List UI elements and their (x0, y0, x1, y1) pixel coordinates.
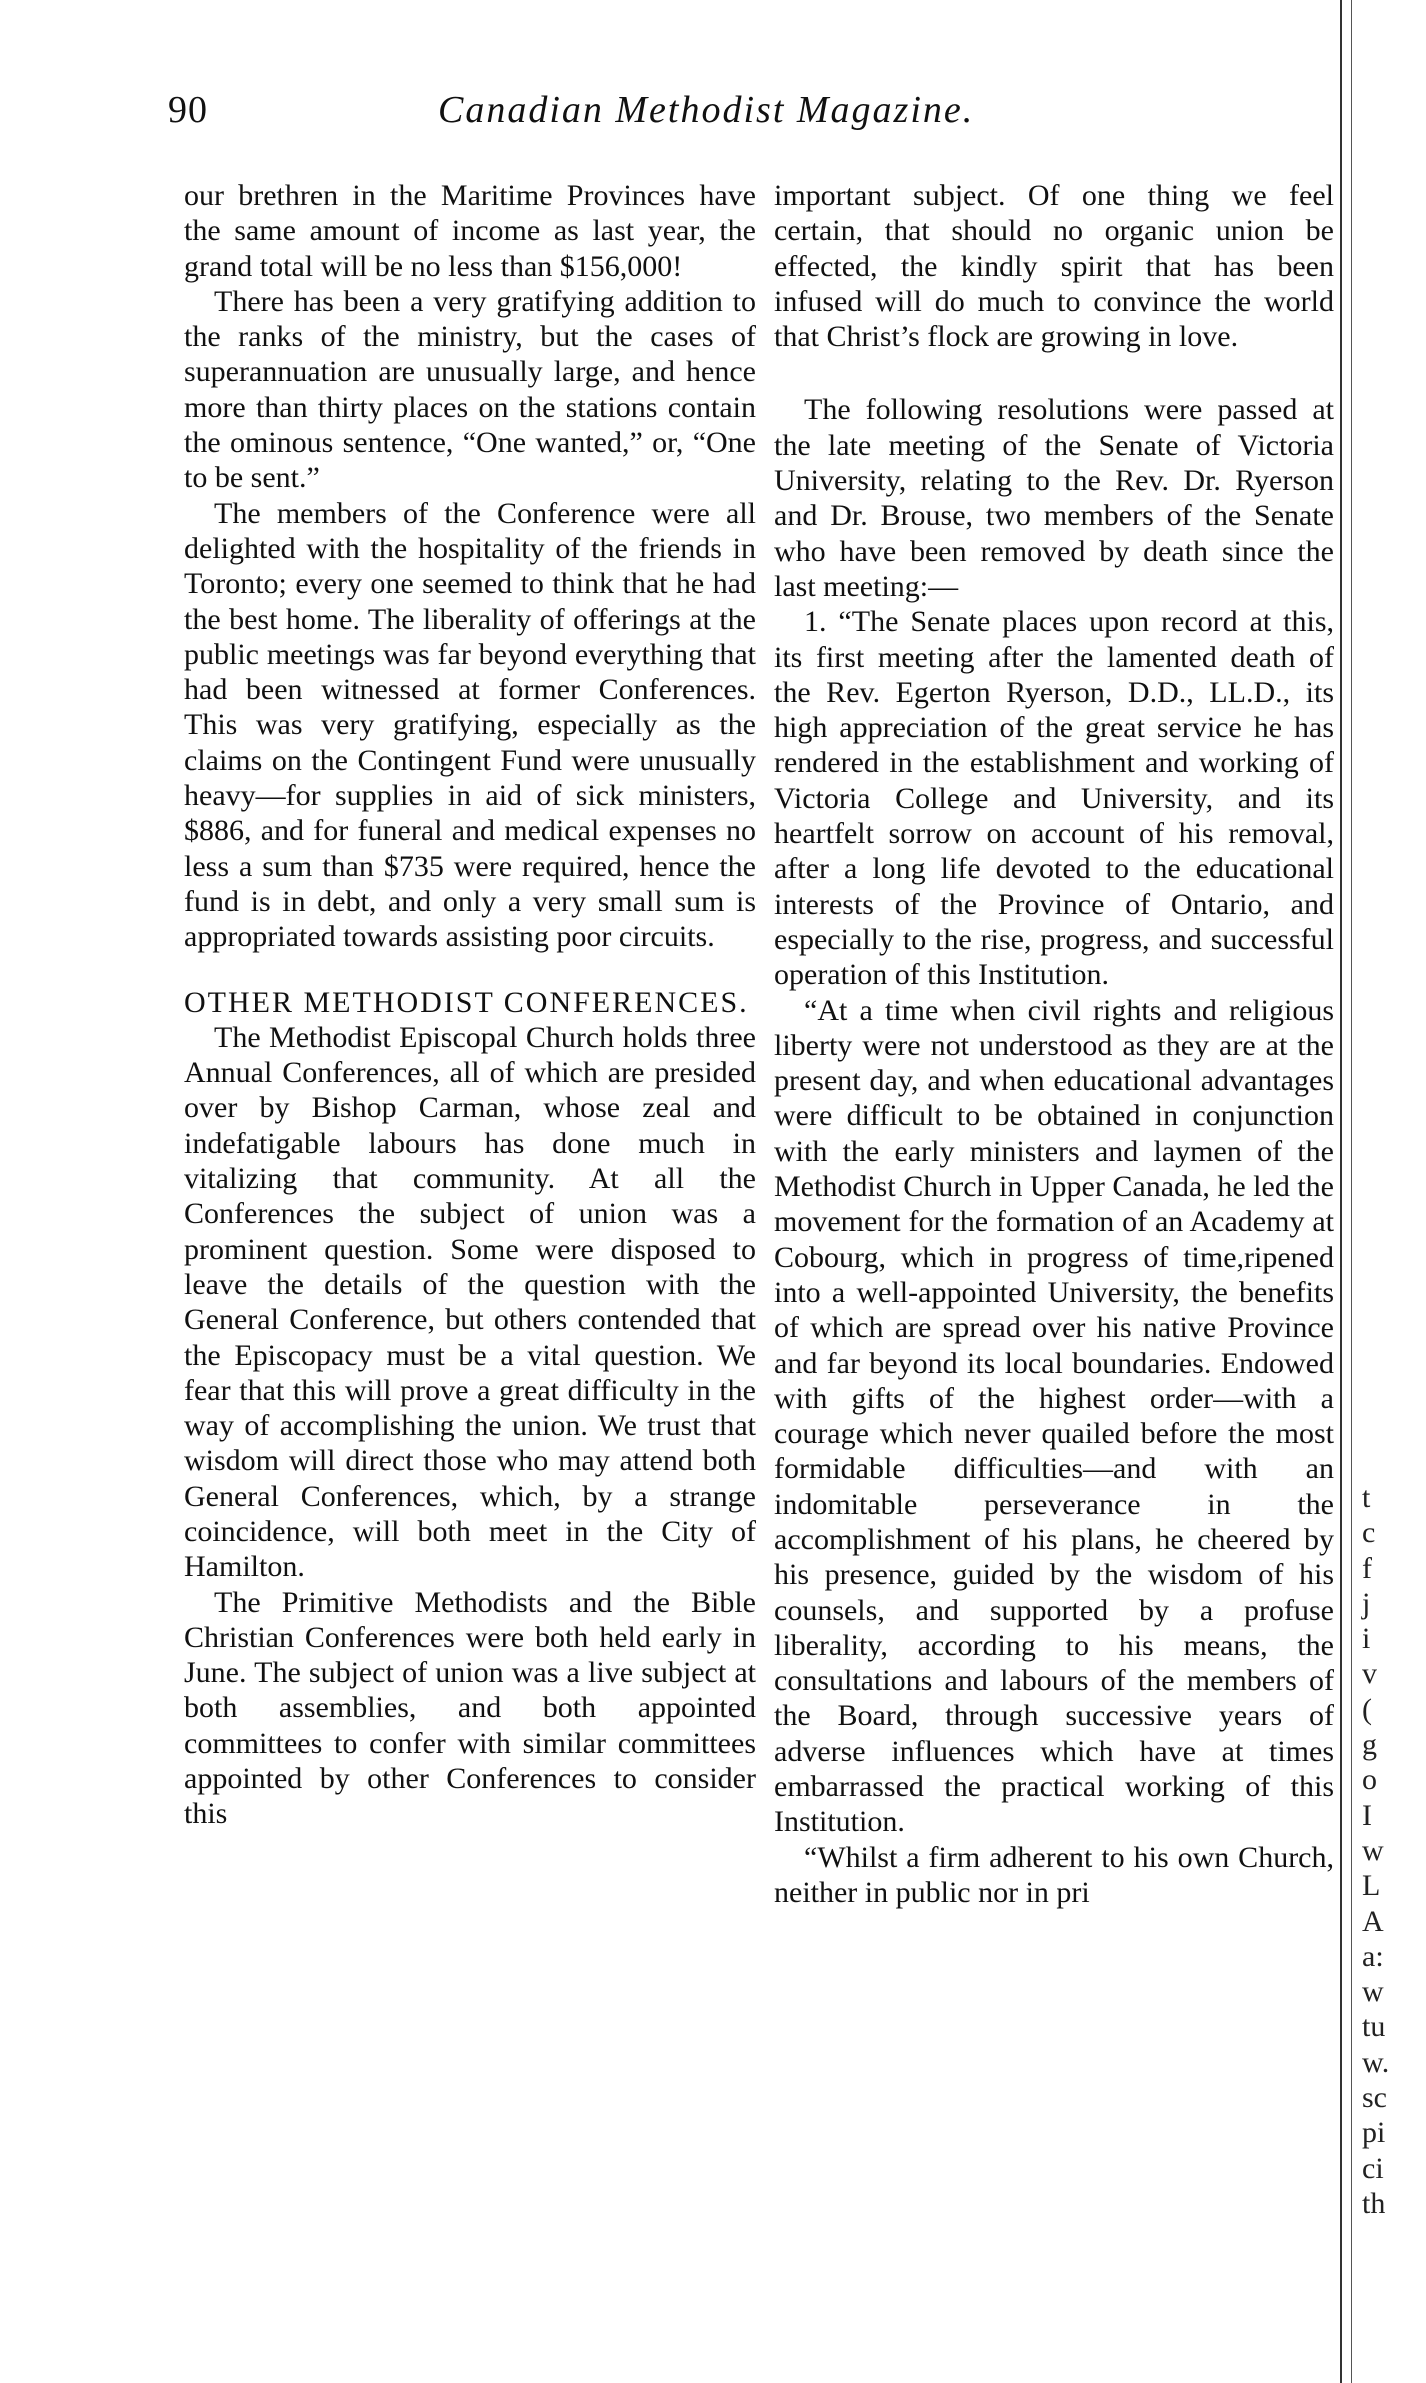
paragraph: important subject. Of one thing we feel certain, that should no organic union be effected, the kindly spirit that has been infused will do much to convince the world that Christ’s flock are growing in love. (774, 179, 1334, 354)
edge-fragment: th (1362, 2186, 1386, 2220)
paragraph: The members of the Conference were all delighted with the hospitality of the friends in Toronto; every one seemed to think that he had the best home. The liberality of offerings at the public meetings was far beyond everything that had been witnessed at former Conferences. This was very gratifying, especially as the claims on the Contingent Fund were unusually heavy—for supplies in aid of sick ministers, $886, and for funeral and medical expenses no less a sum than $735 were required, hence the fund is in debt, and only a very small sum is appropriated towards assisting poor circuits. (184, 496, 756, 954)
running-title: Canadian Methodist Magazine. (438, 89, 975, 131)
edge-fragment: I (1362, 1798, 1372, 1832)
edge-fragment: c (1362, 1516, 1376, 1550)
edge-fragment: i (1362, 1622, 1371, 1656)
paragraph: 1. “The Senate places upon record at this, its first meeting after the lamented death of the Rev. Egerton Ryerson, D.D., LL.D., its high appreciation of the great service he has rendered in the establishment and working of Victoria College and University, and its heartfelt sorrow on account of his removal, after a long life devoted to the educational interests of the Province of Ontario, and especially to the rise, progress, and successful operation of this Institution. (774, 605, 1334, 992)
paragraph: “At a time when civil rights and religious liberty were not understood as they are at the present day, and when educational advantages were difficult to be obtained in conjunction with the early ministers and laymen of the Methodist Church in Upper Canada, he led the movement for the formation of an Academy at Cobourg, which in progress of time,ripened into a well-appointed University, the benefits of which are spread over his native Province and far beyond its local boundaries. Endowed with gifts of the highest order—with a courage which never quailed before the most formidable difficulties—and with an indomitable perseverance in the accomplishment of his plans, he cheered by his presence, guided by the wisdom of his counsels, and supported by a profuse liberality, according to his means, the consultations and labours of the members of the Board, through successive years of adverse influences which have at times embarrassed the practical working of this Institution. (774, 993, 1334, 1839)
paragraph: The Primitive Methodists and the Bible Christian Conferences were both held early in June. The subject of union was a live subject at both assemblies, and both appointed committees to confer with similar committees appointed by other Conferences to consider this (184, 1585, 756, 1831)
section-heading: OTHER METHODIST CONFERENCES. (184, 985, 749, 1019)
binding-edge-rule (1340, 0, 1342, 2383)
edge-fragment: sc (1362, 2081, 1387, 2115)
edge-fragment: ( (1362, 1692, 1372, 1726)
edge-fragment: f (1362, 1551, 1372, 1585)
edge-fragment: tu (1362, 2010, 1386, 2044)
right-column (774, 178, 1334, 1910)
edge-fragment: w (1362, 1975, 1384, 2009)
edge-fragment: pi (1362, 2116, 1386, 2150)
paragraph: The Methodist Episcopal Church holds three Annual Conferences, all of which are presided over by Bishop Carman, whose zeal and indefatigable labours has done much in vitalizing that community. At all the Conferences the subject of union was a prominent question. Some were disposed to leave the details of the question with the General Conference, but others contended that the Episcopacy must be a vital question. We fear that this will prove a great difficulty in the way of accomplishing the union. We trust that wisdom will direct those who may attend both General Conferences, which, by a strange coincidence, will both meet in the City of Hamilton. (184, 1020, 756, 1584)
paragraph: our brethren in the Maritime Provinces have the same amount of income as last year, the grand total will be no less than $156,000! (184, 179, 756, 283)
edge-fragment: ci (1362, 2151, 1384, 2185)
page-header (168, 88, 1348, 148)
edge-fragment: A (1362, 1904, 1384, 1938)
facing-page-edge-fragments (1362, 1480, 1422, 2221)
paragraph: The following resolutions were passed at the late meeting of the Senate of Victoria University, relating to the Rev. Dr. Ryerson and Dr. Brouse, two members of the Senate who have been removed by death since the last meeting:— (774, 393, 1334, 603)
binding-edge-rule (1351, 0, 1352, 2383)
edge-fragment: w. (1362, 2045, 1390, 2079)
page-number: 90 (168, 89, 208, 131)
edge-fragment: g (1362, 1728, 1377, 1762)
edge-fragment: L (1362, 1869, 1381, 1903)
left-column (184, 178, 756, 1832)
edge-fragment: a: (1362, 1939, 1384, 1973)
edge-fragment: v (1362, 1657, 1377, 1691)
edge-fragment: j (1362, 1586, 1371, 1620)
paragraph: “Whilst a firm adherent to his own Church, neither in public nor in pri (774, 1840, 1334, 1909)
edge-fragment: o (1362, 1763, 1377, 1797)
paragraph: There has been a very gratifying addition to the ranks of the ministry, but the cases of superannuation are unusually large, and hence more than thirty places on the stations contain the ominous sentence, “One wanted,” or, “One to be sent.” (184, 284, 756, 495)
edge-fragment: t (1362, 1481, 1371, 1514)
edge-fragment: w (1362, 1833, 1384, 1867)
